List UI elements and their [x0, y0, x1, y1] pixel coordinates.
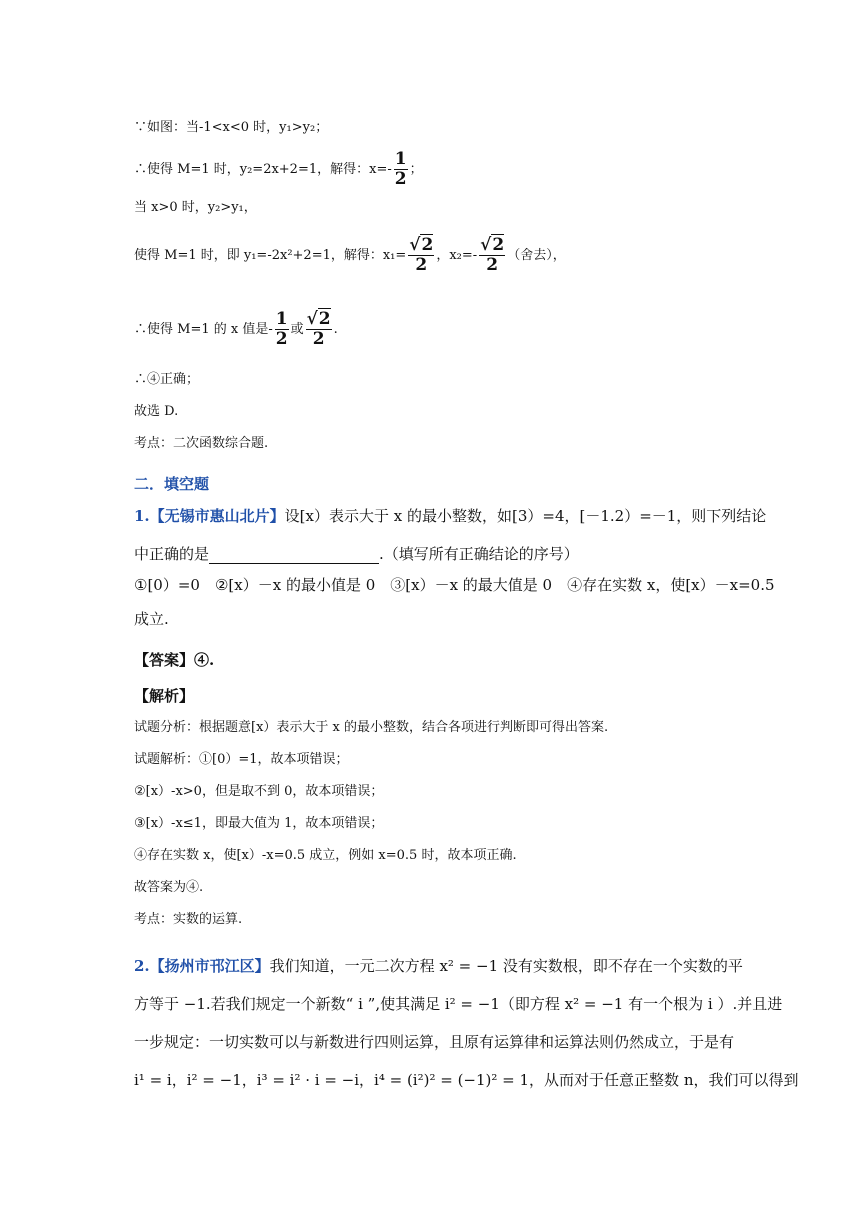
fraction-denominator: 2 — [486, 255, 499, 275]
fraction-numerator — [306, 310, 332, 330]
question-1-source-tag: 1.【无锡市惠山北片】 — [134, 507, 285, 525]
analysis-line-2: 试题解析：①[0）=1，故本项错误； — [134, 752, 349, 767]
sqrt-symbol: √2 — [306, 309, 331, 329]
question-1-line-4: 成立. — [134, 610, 169, 628]
solution-line-4-text: 使得 M=1 时，即 y₁=-2x²+2=1，解得：x₁= — [134, 248, 407, 263]
solution-line-5-end: . — [333, 322, 338, 337]
fraction-denominator: 2 — [312, 329, 325, 349]
fraction-numerator: 1 — [394, 149, 407, 169]
solution-line-7: 故选 D. — [134, 404, 179, 419]
analysis-line-4: ③[x）-x≤1，即最大值为 1，故本项错误； — [134, 816, 384, 831]
fraction-denominator: 2 — [275, 329, 288, 349]
sqrt-symbol: √2 — [409, 235, 434, 255]
question-1-options: ①[0）=0 ②[x）－x 的最小值是 0 ③[x）－x 的最大值是 0 ④存在实数 x，使[x）－x=0.5 — [134, 576, 775, 594]
analysis-line-7: 考点：实数的运算. — [134, 912, 243, 927]
analysis-line-3: ②[x）-x>0，但是取不到 0，故本项错误； — [134, 784, 384, 799]
solution-line-2-end: ； — [409, 162, 423, 177]
question-1-instruction: .（填写所有正确结论的序号） — [379, 545, 579, 563]
question-2-source-tag: 2.【扬州市邗江区】 — [134, 957, 270, 975]
question-2-line-3: 一步规定：一切实数可以与新数进行四则运算，且原有运算律和运算法则仍然成立，于是有 — [134, 1033, 735, 1051]
answer-label: 【答案】④. — [134, 651, 215, 669]
solution-line-5 — [134, 310, 338, 349]
fraction-sqrt2-over-2-neg — [479, 236, 505, 275]
question-1-line-2 — [134, 544, 579, 564]
sqrt-symbol: √2 — [480, 235, 505, 255]
question-1-prompt: 中正确的是 — [134, 545, 210, 563]
question-2-line-4: i¹ = i，i² = −1，i³ = i² · i = −i，i⁴ = (i²)² = (−1)² = 1，从而对于任意正整数 n，我们可以得到 — [134, 1071, 799, 1089]
fraction-numerator — [479, 236, 505, 256]
fraction-sqrt2-over-2 — [306, 310, 332, 349]
fraction-half — [275, 310, 289, 349]
fraction-denominator: 2 — [415, 255, 428, 275]
solution-line-2 — [134, 150, 423, 189]
fraction-half — [394, 150, 408, 189]
analysis-line-1: 试题分析：根据题意[x）表示大于 x 的最小整数，结合各项进行判断即可得出答案. — [134, 720, 609, 735]
solution-line-3: 当 x>0 时，y₂>y₁， — [134, 200, 257, 215]
solution-line-5-or: 或 — [290, 322, 304, 337]
solution-line-5-text: ∴使得 M=1 的 x 值是- — [134, 322, 273, 337]
solution-line-8: 考点：二次函数综合题. — [134, 436, 269, 451]
solution-line-6: ∴④正确； — [134, 372, 200, 387]
radicand: 2 — [492, 235, 505, 255]
radicand: 2 — [421, 235, 434, 255]
analysis-line-6: 故答案为④. — [134, 880, 204, 895]
fraction-sqrt2-over-2 — [408, 236, 434, 275]
solution-line-4 — [134, 236, 566, 275]
question-2-text: 我们知道，一元二次方程 x² = −1 没有实数根，即不存在一个实数的平 — [269, 957, 743, 975]
section-heading: 二．填空题 — [134, 475, 210, 493]
question-1-text: 设[x）表示大于 x 的最小整数，如[3）=4，[－1.2）=－1，则下列结论 — [284, 507, 767, 525]
solution-line-4-end: （舍去）， — [507, 248, 566, 263]
fraction-numerator: 1 — [275, 309, 288, 329]
solution-line-2-text: ∴使得 M=1 时，y₂=2x+2=1，解得：x=- — [134, 162, 392, 177]
fraction-denominator: 2 — [394, 169, 407, 189]
question-1-line-1 — [134, 506, 766, 526]
analysis-line-5: ④存在实数 x，使[x）-x=0.5 成立，例如 x=0.5 时，故本项正确. — [134, 848, 517, 863]
solution-line-1: ∵如图：当-1<x<0 时，y₁>y₂； — [134, 120, 329, 135]
answer-blank — [209, 547, 379, 564]
radicand: 2 — [318, 309, 331, 329]
fraction-numerator — [408, 236, 434, 256]
question-2-line-1 — [134, 956, 743, 976]
question-2-line-2: 方等于 −1.若我们规定一个新数“ i ”,使其满足 i² = −1（即方程 x² = −1 有一个根为 i ）.并且进 — [134, 995, 783, 1013]
solution-line-4-mid: ，x₂=- — [436, 248, 478, 263]
analysis-label: 【解析】 — [134, 687, 195, 705]
